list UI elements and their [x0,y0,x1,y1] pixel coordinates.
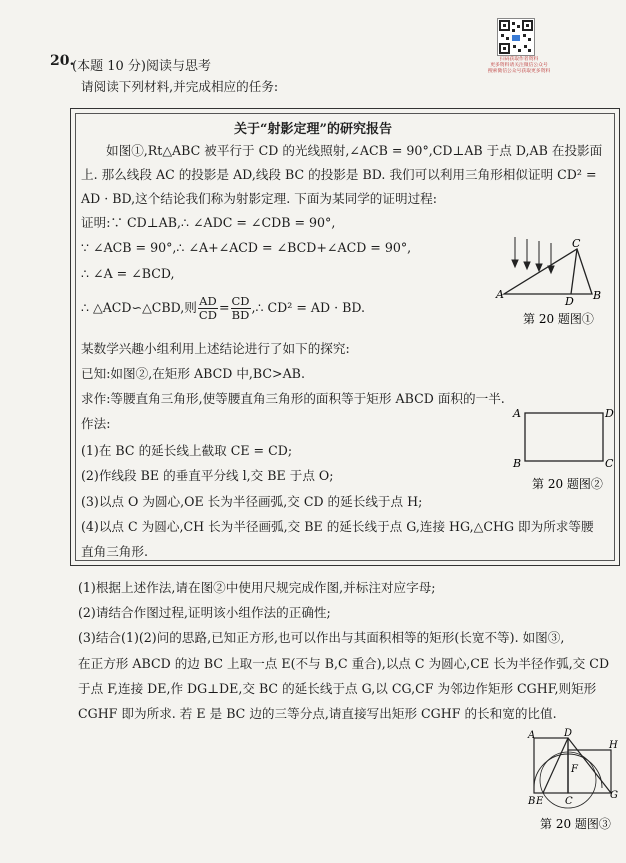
qr-caption-line: 更多资料请关注微信公众号 [490,63,548,68]
fig3-label-b: B [528,796,536,807]
fraction-numerator: CD [231,294,250,308]
fraction-numerator: AD [199,294,217,308]
qr-caption-line: 搜索微信公众号获取更多资料 [487,69,551,74]
report-paragraph: 上. 那么线段 AC 的投影是 AD,线段 BC 的投影是 BD. 我们可以利用三角形相似证明 CD² = [81,167,597,182]
task-3-line: 在正方形 ABCD 的边 BC 上取一点 E(不与 B,C 重合),以点 C 为圆心,CE 长为半径作弧,交 CD [78,656,610,671]
task-3-line: 于点 F,连接 DE,作 DG⊥DE,交 BC 的延长线于点 G,以 CG,CF 为邻边作矩形 CGHF,则矩形 [78,681,597,696]
proof-line: 证明:∵ CD⊥AB,∴ ∠ADC = ∠CDB = 90°, [81,215,336,230]
figure-2 [510,405,615,493]
fig2-label-c: C [605,457,614,470]
proof-text: ,∴ CD² = AD · BD. [251,300,365,315]
fig3-label-h: H [609,740,618,751]
fig1-label-c: C [572,237,581,250]
report-paragraph: AD · BD,这个结论我们称为射影定理. 下面为某同学的证明过程: [81,191,438,206]
fig3-label-c: C [565,796,573,807]
task-1: (1)根据上述作法,请在图②中使用尺规完成作图,并标注对应字母; [78,580,436,595]
equals-sign: = [218,300,230,315]
task-3-line: (3)结合(1)(2)问的思路,已知正方形,也可以作出与其面积相等的矩形(长宽不等). 如图③, [78,630,565,645]
fig2-label-b: B [513,457,522,470]
fig2-caption: 第 20 题图② [532,477,603,491]
step-line: (4)以点 C 为圆心,CH 长为半径画弧,交 BE 的延长线于点 G,连接 HG,△CHG 即为所求等腰 [81,519,594,534]
qr-caption [485,57,553,75]
task-3-line: CGHF 即为所求. 若 E 是 BC 边的三等分点,请直接写出矩形 CGHF 的长和宽的比值. [78,706,557,721]
question-heading: (本题 10 分)阅读与思考 [72,59,211,74]
fig3-label-f: F [571,764,578,775]
task-2: (2)请结合作图过程,证明该小组作法的正确性; [78,605,331,620]
fig1-label-b: B [593,289,602,302]
qr-caption-line: 扫码获取作者资料 [499,57,539,62]
fig1-caption: 第 20 题图① [523,312,594,326]
fraction-ad-cd [198,295,218,322]
fig2-label-d: D [605,407,614,420]
fig1-label-d: D [565,295,574,308]
fig3-label-a: A [528,730,536,741]
qr-code[interactable] [497,18,535,56]
fig3-label-d: D [564,728,573,739]
step-line: 直角三角形. [81,544,148,559]
proof-line-fraction [81,295,365,322]
question-number: 20. [50,53,75,69]
report-title: 关于“射影定理”的研究报告 [234,122,392,137]
fig3-caption: 第 20 题图③ [540,817,611,831]
proof-text: ∴ △ACD∽△CBD,则 [81,300,197,315]
fig3-label-g: G [610,790,618,801]
figure-3 [520,728,620,838]
fraction-cd-bd [231,295,251,322]
method-label: 作法: [81,416,111,431]
fraction-denominator: CD [198,308,217,322]
proof-line: ∴ ∠A = ∠BCD, [81,266,175,281]
task-line: 求作:等腰直角三角形,使等腰直角三角形的面积等于矩形 ABCD 面积的一半. [81,391,505,406]
report-paragraph: 如图①,Rt△ABC 被平行于 CD 的光线照射,∠ACB = 90°,CD⊥AB 于点 D,AB 在投影面 [106,143,603,158]
fraction-denominator: BD [231,308,250,322]
fig1-label-a: A [496,288,504,301]
fig2-label-a: A [513,407,521,420]
explore-line: 某数学兴趣小组利用上述结论进行了如下的探究: [81,341,350,356]
figure-1 [490,232,608,332]
step-line: (3)以点 O 为圆心,OE 长为半径画弧,交 CD 的延长线于点 H; [81,494,423,509]
fig3-label-e: E [536,796,544,807]
step-line: (1)在 BC 的延长线上截取 CE = CD; [81,443,293,458]
step-line: (2)作线段 BE 的垂直平分线 l,交 BE 于点 O; [81,468,334,483]
qr-code-icon [498,19,534,55]
known-line: 已知:如图②,在矩形 ABCD 中,BC>AB. [81,366,305,381]
question-intro: 请阅读下列材料,并完成相应的任务: [81,79,279,94]
proof-line: ∵ ∠ACB = 90°,∴ ∠A+∠ACD = ∠BCD+∠ACD = 90°, [81,240,412,255]
